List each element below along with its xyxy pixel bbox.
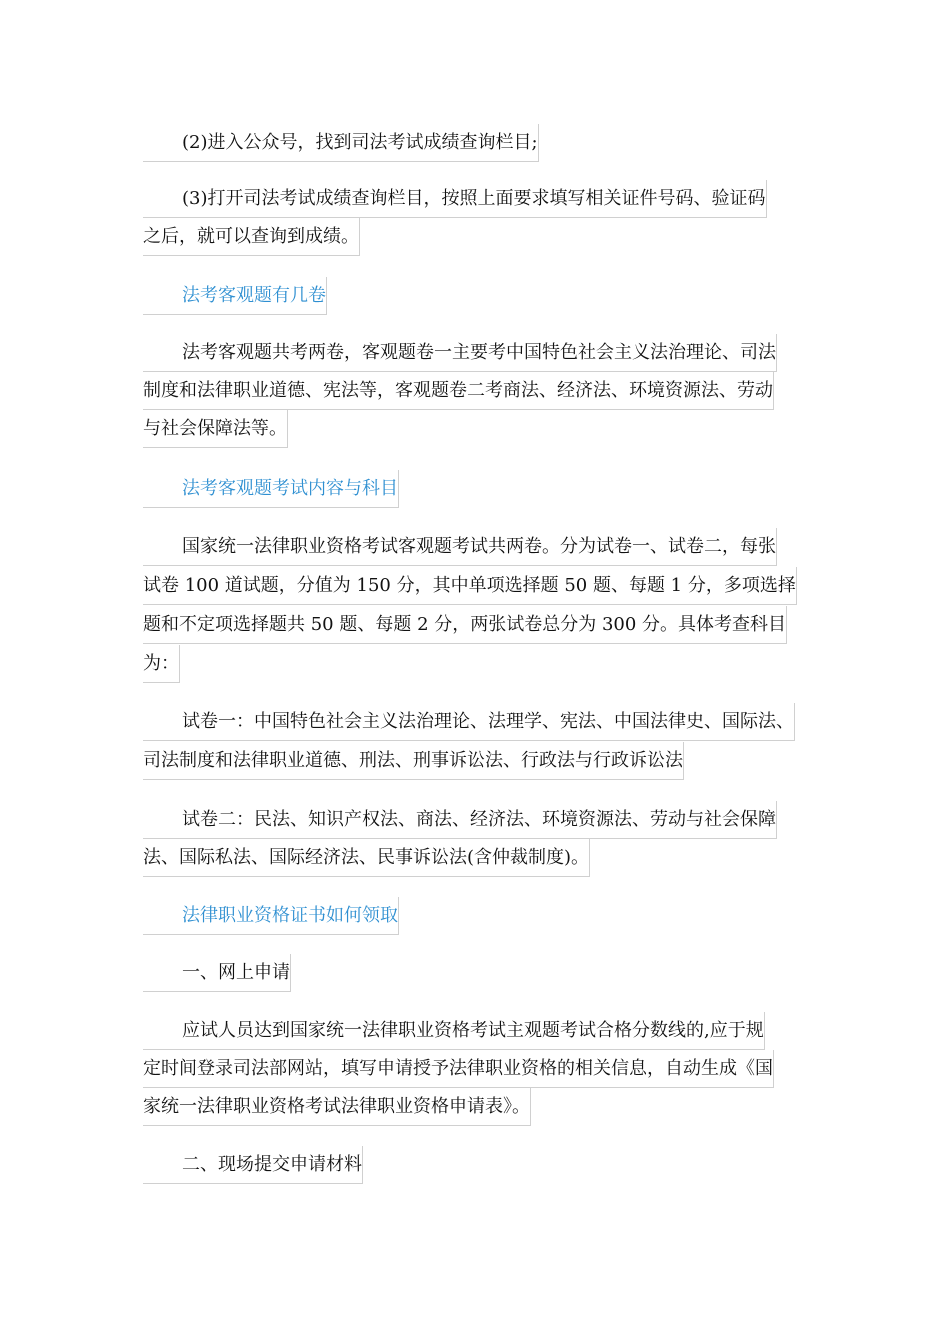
paragraph-line: 之后，就可以查询到成绩。 [143, 218, 360, 256]
subsection-heading: 一、网上申请 [143, 954, 291, 992]
section-heading: 法考客观题有几卷 [143, 277, 327, 315]
section-heading: 法律职业资格证书如何领取 [143, 897, 399, 935]
paragraph-line: 家统一法律职业资格考试法律职业资格申请表》。 [143, 1088, 531, 1126]
paragraph-line: 试卷二：民法、知识产权法、商法、经济法、环境资源法、劳动与社会保障 [143, 801, 777, 839]
subsection-heading: 二、现场提交申请材料 [143, 1146, 363, 1184]
paragraph-line: 国家统一法律职业资格考试客观题考试共两卷。分为试卷一、试卷二，每张 [143, 528, 777, 566]
paragraph-line: 与社会保障法等。 [143, 410, 288, 448]
section-heading: 法考客观题考试内容与科目 [143, 470, 399, 508]
paragraph-line: 制度和法律职业道德、宪法等，客观题卷二考商法、经济法、环境资源法、劳动 [143, 372, 774, 410]
paragraph-line: 司法制度和法律职业道德、刑法、刑事诉讼法、行政法与行政诉讼法 [143, 742, 684, 780]
paragraph-line: 定时间登录司法部网站，填写申请授予法律职业资格的相关信息，自动生成《国 [143, 1050, 774, 1088]
paragraph-line: 试卷一：中国特色社会主义法治理论、法理学、宪法、中国法律史、国际法、 [143, 703, 795, 741]
paragraph-line: 题和不定项选择题共 50 题、每题 2 分，两张试卷总分为 300 分。具体考查科目 [143, 606, 787, 644]
paragraph-line: (3)打开司法考试成绩查询栏目，按照上面要求填写相关证件号码、验证码 [143, 180, 767, 218]
paragraph-line: 应试人员达到国家统一法律职业资格考试主观题考试合格分数线的,应于规 [143, 1012, 765, 1050]
paragraph-line: 为： [143, 645, 180, 683]
paragraph-line: 试卷 100 道试题，分值为 150 分，其中单项选择题 50 题、每题 1 分，多项选择 [143, 567, 797, 605]
paragraph-line: 法、国际私法、国际经济法、民事诉讼法(含仲裁制度)。 [143, 839, 590, 877]
paragraph-line: 法考客观题共考两卷，客观题卷一主要考中国特色社会主义法治理论、司法 [143, 334, 777, 372]
paragraph-line: (2)进入公众号，找到司法考试成绩查询栏目; [143, 124, 539, 162]
